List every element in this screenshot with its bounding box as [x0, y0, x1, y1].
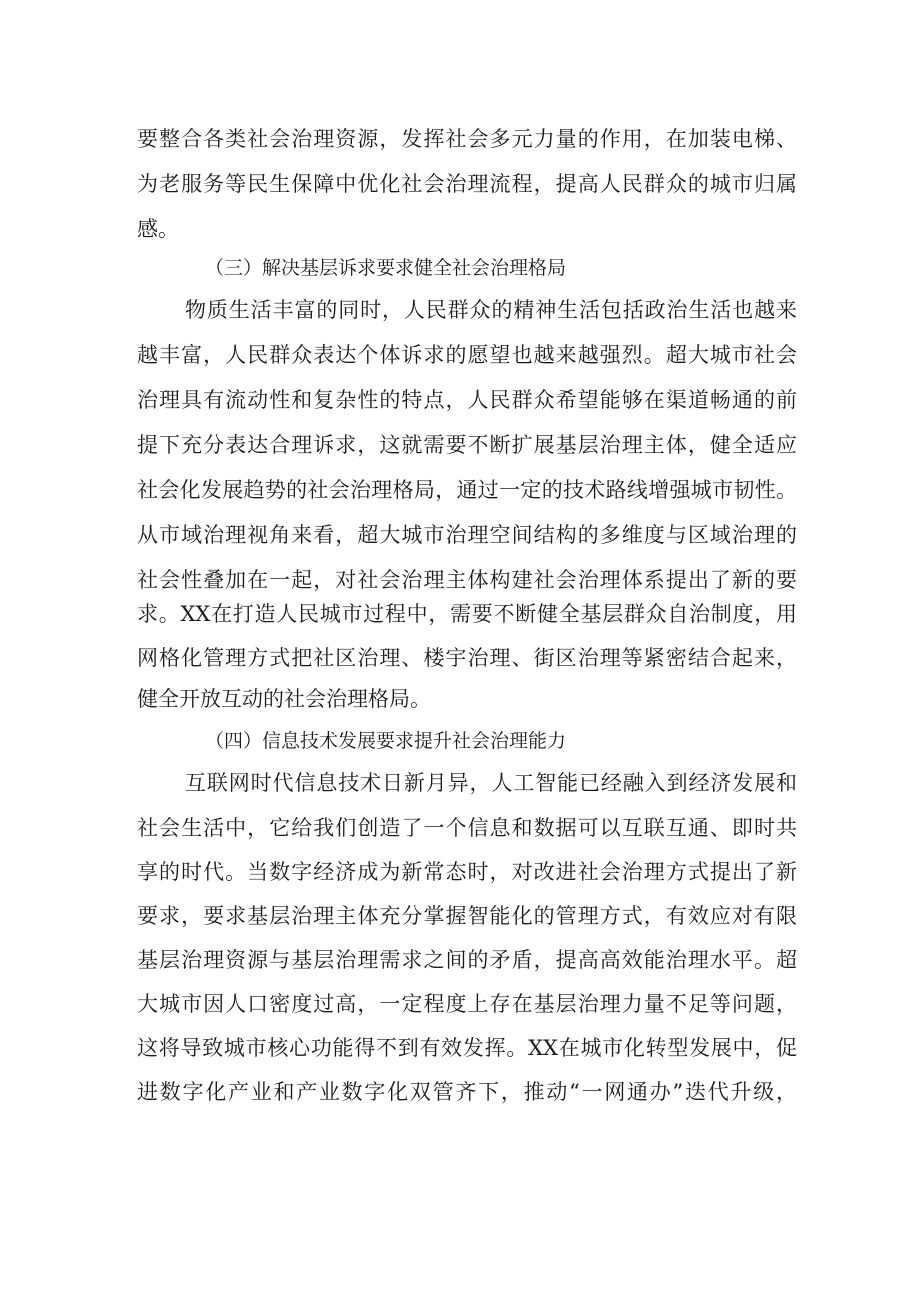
paragraph-line: 网格化管理方式把社区治理、楼宇治理、街区治理等紧密结合起来， — [137, 646, 797, 670]
paragraph-line: 感。 — [137, 217, 179, 241]
paragraph-line: 要整合各类社会治理资源，发挥社会多元力量的作用，在加装电梯、 — [137, 127, 797, 151]
section-heading-3: （三）解决基层诉求要求健全社会治理格局 — [205, 257, 567, 279]
paragraph-line: 要求，要求基层治理主体充分掌握智能化的管理方式，有效应对有限 — [137, 904, 797, 928]
paragraph-line: 健全开放互动的社会治理格局。 — [137, 687, 431, 711]
paragraph-line: 社会化发展趋势的社会治理格局，通过一定的技术路线增强城市韧性。 — [137, 478, 797, 502]
paragraph-line: 提下充分表达合理诉求，这就需要不断扩展基层治理主体，健全适应 — [137, 433, 797, 457]
paragraph-line: 治理具有流动性和复杂性的特点，人民群众希望能够在渠道畅通的前 — [137, 388, 797, 412]
paragraph-line: 享的时代。当数字经济成为新常态时，对改进社会治理方式提出了新 — [137, 860, 797, 884]
paragraph-line: 求。XX在打造人民城市过程中，需要不断健全基层群众自治制度，用 — [137, 602, 797, 626]
paragraph-line: 进数字化产业和产业数字化双管齐下，推动“一网通办”迭代升级， — [137, 1080, 797, 1104]
paragraph-line: 为老服务等民生保障中优化社会治理流程，提高人民群众的城市归属 — [137, 172, 797, 196]
paragraph-line: 基层治理资源与基层治理需求之间的矛盾，提高高效能治理水平。超 — [137, 948, 797, 972]
paragraph-line: 社会性叠加在一起，对社会治理主体构建社会治理体系提出了新的要 — [137, 568, 797, 592]
paragraph-line: 大城市因人口密度过高，一定程度上存在基层治理力量不足等问题， — [137, 992, 797, 1016]
paragraph-line: 这将导致城市核心功能得不到有效发挥。XX在城市化转型发展中，促 — [137, 1036, 797, 1060]
paragraph-line: 从市域治理视角来看，超大城市治理空间结构的多维度与区域治理的 — [137, 523, 797, 547]
section-heading-4: （四）信息技术发展要求提升社会治理能力 — [205, 730, 567, 752]
paragraph-line: 物质生活丰富的同时，人民群众的精神生活包括政治生活也越来 — [185, 298, 797, 322]
paragraph-line: 互联网时代信息技术日新月异，人工智能已经融入到经济发展和 — [185, 771, 797, 795]
paragraph-line: 社会生活中，它给我们创造了一个信息和数据可以互联互通、即时共 — [137, 816, 797, 840]
paragraph-line: 越丰富，人民群众表达个体诉求的愿望也越来越强烈。超大城市社会 — [137, 343, 797, 367]
